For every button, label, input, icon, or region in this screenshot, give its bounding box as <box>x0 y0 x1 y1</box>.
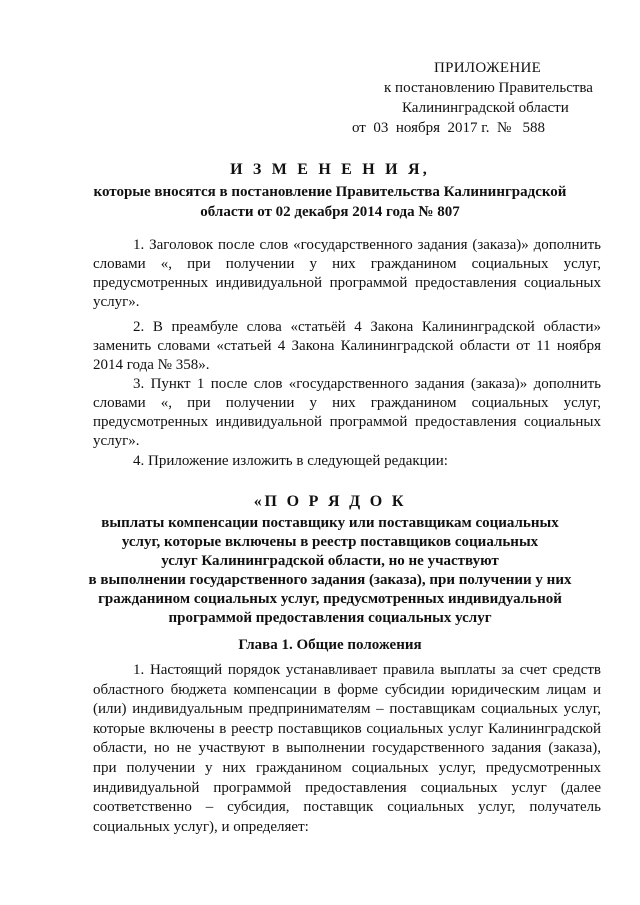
change-item-1 <box>93 236 601 312</box>
chapter-title: Глава 1. Общие положения <box>238 637 422 653</box>
changes-subtitle-line: которые вносятся в постановление Правительства Калининградской <box>93 184 567 200</box>
order-subtitle-line: программой предоставления социальных услуг <box>168 610 492 626</box>
order-subtitle-line: выплаты компенсации поставщику или поставщикам социальных <box>101 515 559 531</box>
changes-subtitle-line: области от 02 декабря 2014 года № 807 <box>200 204 460 220</box>
appendix-date-number: от 03 ноября 2017 г. № 588 <box>352 120 546 136</box>
order-subtitle-line: в выполнении государственного задания (заказа), при получении у них <box>88 572 572 588</box>
order-subtitle-line: гражданином социальных услуг, предусмотренных индивидуальной <box>98 591 562 607</box>
appendix-region: Калининградской области <box>402 100 569 116</box>
appendix-reference: к постановлению Правительства <box>384 80 593 96</box>
chapter-paragraph-text: 1. Настоящий порядок устанавливает правила выплаты за счет средств областного бюджета компенсации в форме субсидии юридическим лицам и (или) индивидуальным предпринимателям – поставщикам социальных услуг, которые включены в реестр поставщиков социальных услуг Калининградской области, но не участвуют в выполнении государственного задания (заказа), при получении у них гражданином социальных услуг, предусмотренных индивидуальной программой предоставления социальных услуг (далее соответственно – субсидия, поставщик социальных услуг, получатель социальных услуг), и определяет: <box>93 662 601 835</box>
change-item-3 <box>93 375 601 451</box>
changes-title: И З М Е Н Е Н И Я, <box>230 161 430 178</box>
order-title: «П О Р Я Д О К <box>253 493 407 510</box>
change-item-text: 4. Приложение изложить в следующей редакции: <box>133 453 448 469</box>
order-subtitle-line: услуг Калининградской области, но не участвуют <box>161 553 499 569</box>
appendix-header <box>352 58 602 138</box>
chapter-paragraph <box>93 661 601 837</box>
change-item-text: 2. В преамбуле слова «статьёй 4 Закона Калининградской области» заменить словами «статьей 4 Закона Калининградской области от 11 ноября 2014 года № 358». <box>93 319 601 373</box>
order-subtitle-line: услуг, которые включены в реестр поставщиков социальных <box>121 534 539 550</box>
change-item-text: 3. Пункт 1 после слов «государственного задания (заказа)» дополнить словами «, при получении у них гражданином социальных услуг, предусмотренных индивидуальной программой предоставления социальных услуг». <box>93 376 601 449</box>
change-item-4 <box>93 452 601 471</box>
order-subtitle <box>60 514 600 628</box>
changes-subtitle <box>60 182 600 222</box>
change-item-2 <box>93 318 601 375</box>
appendix-title: ПРИЛОЖЕНИЕ <box>434 60 542 76</box>
change-item-text: 1. Заголовок после слов «государственного задания (заказа)» дополнить словами «, при получении у них гражданином социальных услуг, предусмотренных индивидуальной программой предоставления социальных услуг». <box>93 237 601 310</box>
